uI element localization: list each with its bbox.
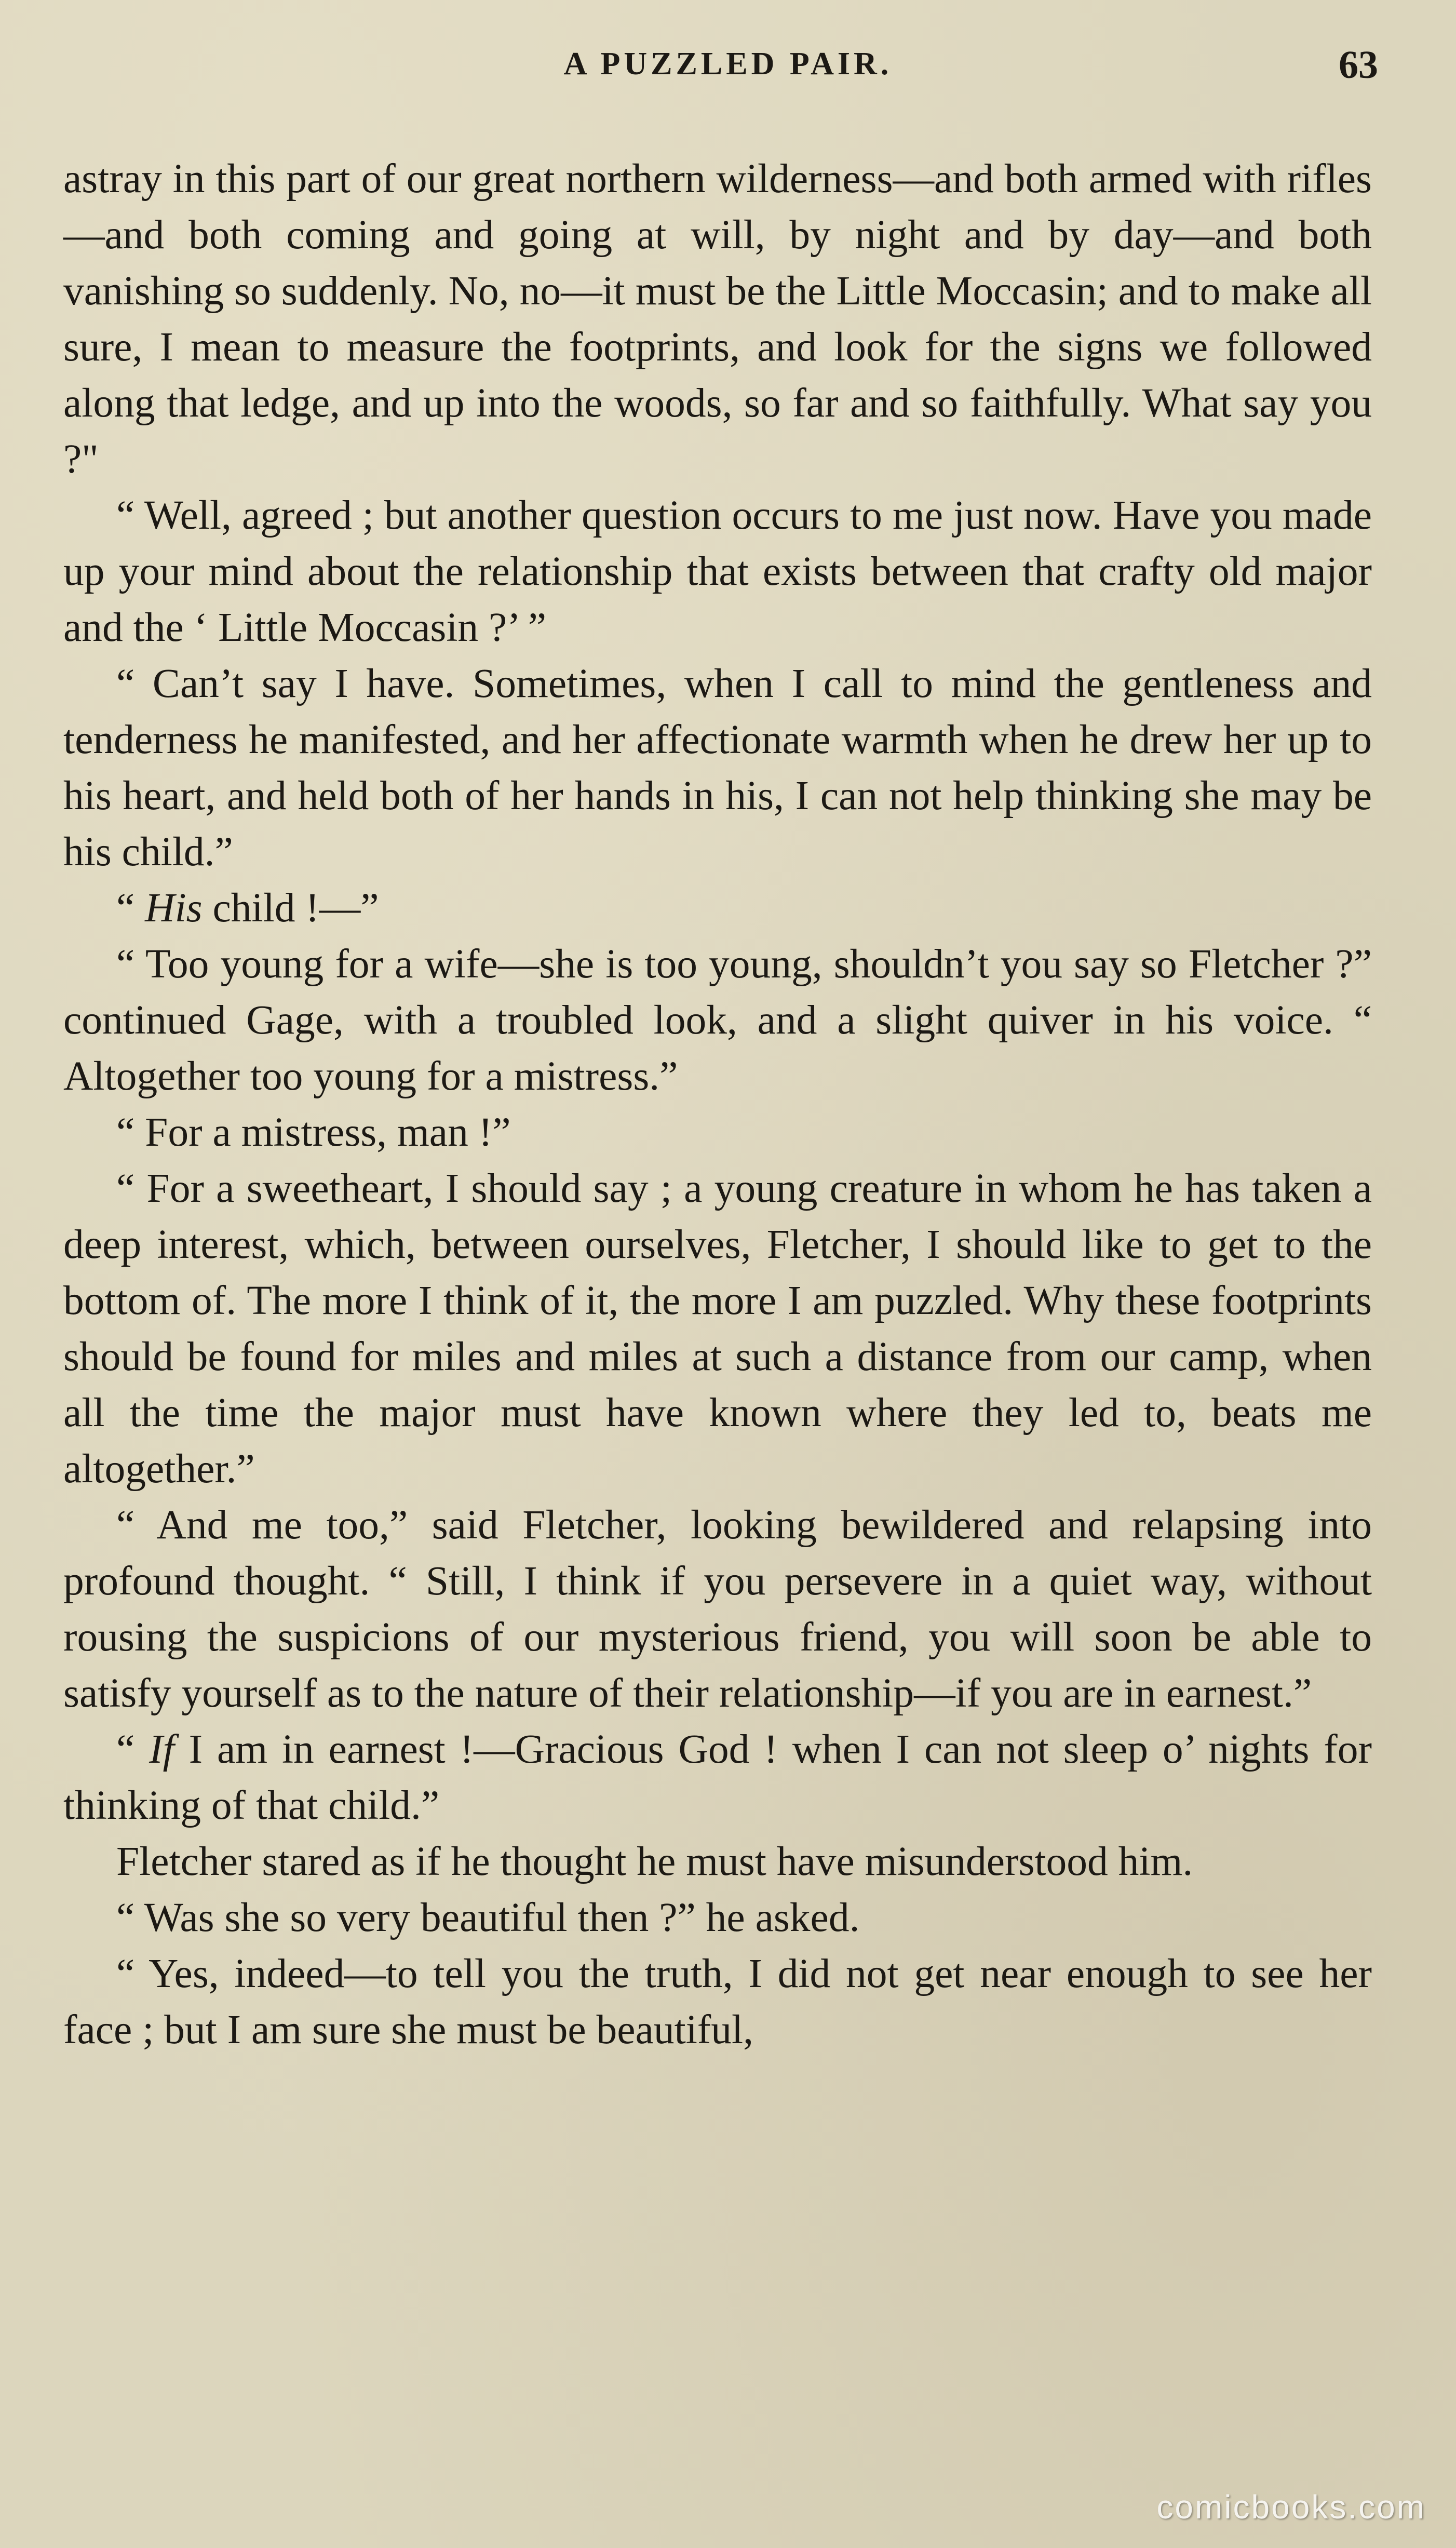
paragraph: “ Yes, indeed—to tell you the truth, I did not get near enough to see her face ; but I am sure she must be beautiful, [63, 1951, 1372, 2053]
italic-word: His [145, 885, 203, 931]
body-text [63, 151, 1372, 2058]
paragraph: “ For a sweetheart, I should say ; a young creature in whom he has taken a deep interest, which, between ourselves, Fletcher, I should like to get to the bottom of. The more I think of it, the more I am puzzled. Why these footprints should be found for miles and miles at such a distance from our camp, when all the time the major must have known where they led to, beats me altogether.” [63, 1165, 1372, 1492]
running-title: A PUZZLED PAIR. [563, 46, 893, 82]
running-head [0, 43, 1456, 92]
text-run: child !—” [202, 885, 379, 931]
text-run: “ [116, 885, 145, 931]
paragraph [63, 880, 1372, 936]
watermark-text: comicbooks.com [1156, 2488, 1426, 2526]
page-number: 63 [1339, 43, 1378, 87]
text-run: “ [116, 1726, 150, 1772]
paragraph: “ Too young for a wife—she is too young, shouldn’t you say so Fletcher ?” continued Gage, with a troubled look, and a slight quiver in his voice. “ Altogether too young for a mistress.” [63, 941, 1372, 1099]
paragraph: “ Can’t say I have. Sometimes, when I call to mind the gentleness and tenderness he manifested, and her affectionate warmth when he drew her up to his heart, and held both of her hands in his, I can not help thinking she may be his child.” [63, 661, 1372, 875]
paragraph: “ Well, agreed ; but another question occurs to me just now. Have you made up your mind about the relationship that exists between that crafty old major and the ‘ Little Moccasin ?’ ” [63, 492, 1372, 650]
italic-word: If [149, 1726, 174, 1772]
paragraph: “ And me too,” said Fletcher, looking bewildered and relapsing into profound thought. “ Still, I think if you persevere in a quiet way, without rousing the suspicions of our mysterious friend, you will soon be able to satisfy yourself as to the nature of their relationship—if you are in earnest.” [63, 1502, 1372, 1716]
paragraph: “ For a mistress, man !” [116, 1109, 511, 1155]
paragraph [63, 1721, 1372, 1833]
paragraph: Fletcher stared as if he thought he must have misunderstood him. [116, 1839, 1193, 1884]
paragraph-continued: astray in this part of our great northern wilderness—and both armed with rifles—and both coming and going at will, by night and by day—and both vanishing so suddenly. No, no—it must be the Little Moccasin; and to make all sure, I mean to measure the footprints, and look for the signs we followed along that ledge, and up into the woods, so far and so faithfully. What say you ?" [63, 156, 1372, 482]
paragraph: “ Was she so very beautiful then ?” he asked. [116, 1895, 860, 1940]
text-run: I am in earnest !—Gracious God ! when I can not sleep o’ nights for thinking of that child.” [63, 1726, 1372, 1828]
